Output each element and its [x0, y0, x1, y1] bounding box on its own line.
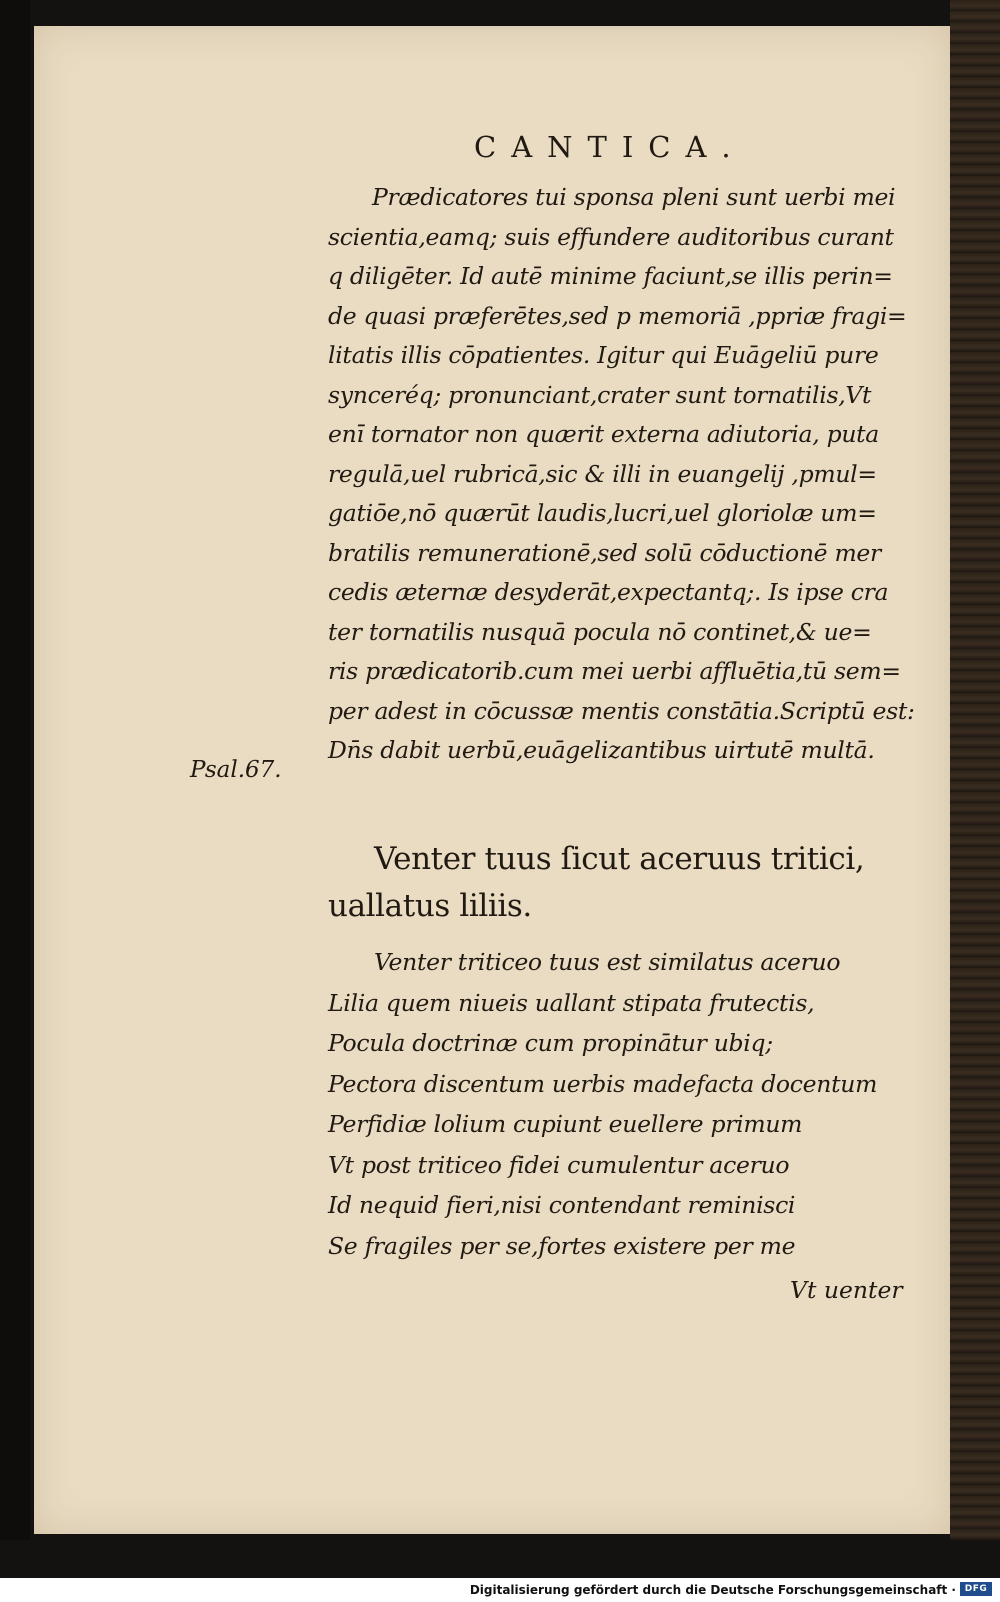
verse-line: Vt post triticeo fidei cumulentur aceruo [328, 1150, 790, 1179]
prose-line: ter tornatilis nusquā pocula nō continet,& ue= [328, 617, 872, 646]
prose-line: gatiōe,nō quærūt laudis,lucri,uel gloriolæ um= [328, 499, 877, 527]
verse-line: Perfidiæ lolium cupiunt euellere primum [328, 1110, 803, 1138]
prose-line: regulā,uel rubricā,sic & illi in euangelij ,pmul= [328, 459, 877, 488]
scan-left-edge [0, 0, 30, 1540]
footer-credit-text: Digitalisierung gefördert durch die Deutsche Forschungsgemeinschaft · [469, 1583, 956, 1597]
verse-line: Se fragiles per se,fortes existere per me [328, 1231, 796, 1260]
verse-line: Pocula doctrinæ cum propinātur ubiq; [328, 1029, 773, 1057]
heading-line: Venter tuus ſicut aceruus tritici, [374, 841, 865, 877]
running-title: CANTICA. [474, 130, 746, 164]
prose-line: enī tornator non quærit externa adiutoria, puta [328, 420, 880, 448]
heading-line: uallatus liliis. [328, 888, 532, 924]
scripture-heading [328, 836, 924, 930]
prose-line: synceréq; pronunciant,crater sunt tornatilis,Vt [328, 380, 872, 409]
verse-stanza [328, 942, 924, 1266]
prose-line: ris prædicatorib.cum mei uerbi affluētia,tū sem= [328, 657, 901, 685]
prose-line: de quasi præferētes,sed p memoriā ,ppriæ fragi= [328, 301, 907, 330]
prose-line: q diligēter. Id autē minime faciunt,se illis perin= [328, 262, 893, 290]
prose-line: bratilis remunerationē,sed solū cōductionē mer [328, 538, 881, 567]
book-spine-edge [950, 0, 1000, 1540]
verse-line: Id nequid fieri,nisi contendant reminisci [328, 1191, 796, 1219]
prose-line: scientia,eamq; suis effundere auditoribus curant [328, 222, 894, 251]
prose-line: cedis æternæ desyderāt,expectantq;. Is ipse cra [328, 578, 889, 606]
prose-line: per adest in cōcussæ mentis constātia.Scriptū est: [328, 696, 915, 725]
prose-line: litatis illis cōpatientes. Igitur qui Euāgeliū pure [328, 341, 879, 369]
catchword: Vt uenter [790, 1276, 903, 1304]
prose-line: Prædicatores tui sponsa pleni sunt uerbi mei [372, 183, 896, 211]
digitization-footer [0, 1578, 1000, 1602]
prose-line: Dn̄s dabit uerbū,euāgelizantibus uirtutē multā. [328, 736, 875, 764]
verse-line: Lilia quem niueis uallant stipata frutectis, [328, 988, 815, 1017]
prose-paragraph [328, 178, 924, 771]
verse-line: Venter triticeo tuus est similatus aceruo [374, 948, 841, 976]
verse-line: Pectora discentum uerbis madefacta docentum [328, 1069, 878, 1098]
margin-note-psalm-reference: Psal.67. [190, 757, 282, 783]
dfg-logo-icon: DFG [960, 1582, 992, 1596]
